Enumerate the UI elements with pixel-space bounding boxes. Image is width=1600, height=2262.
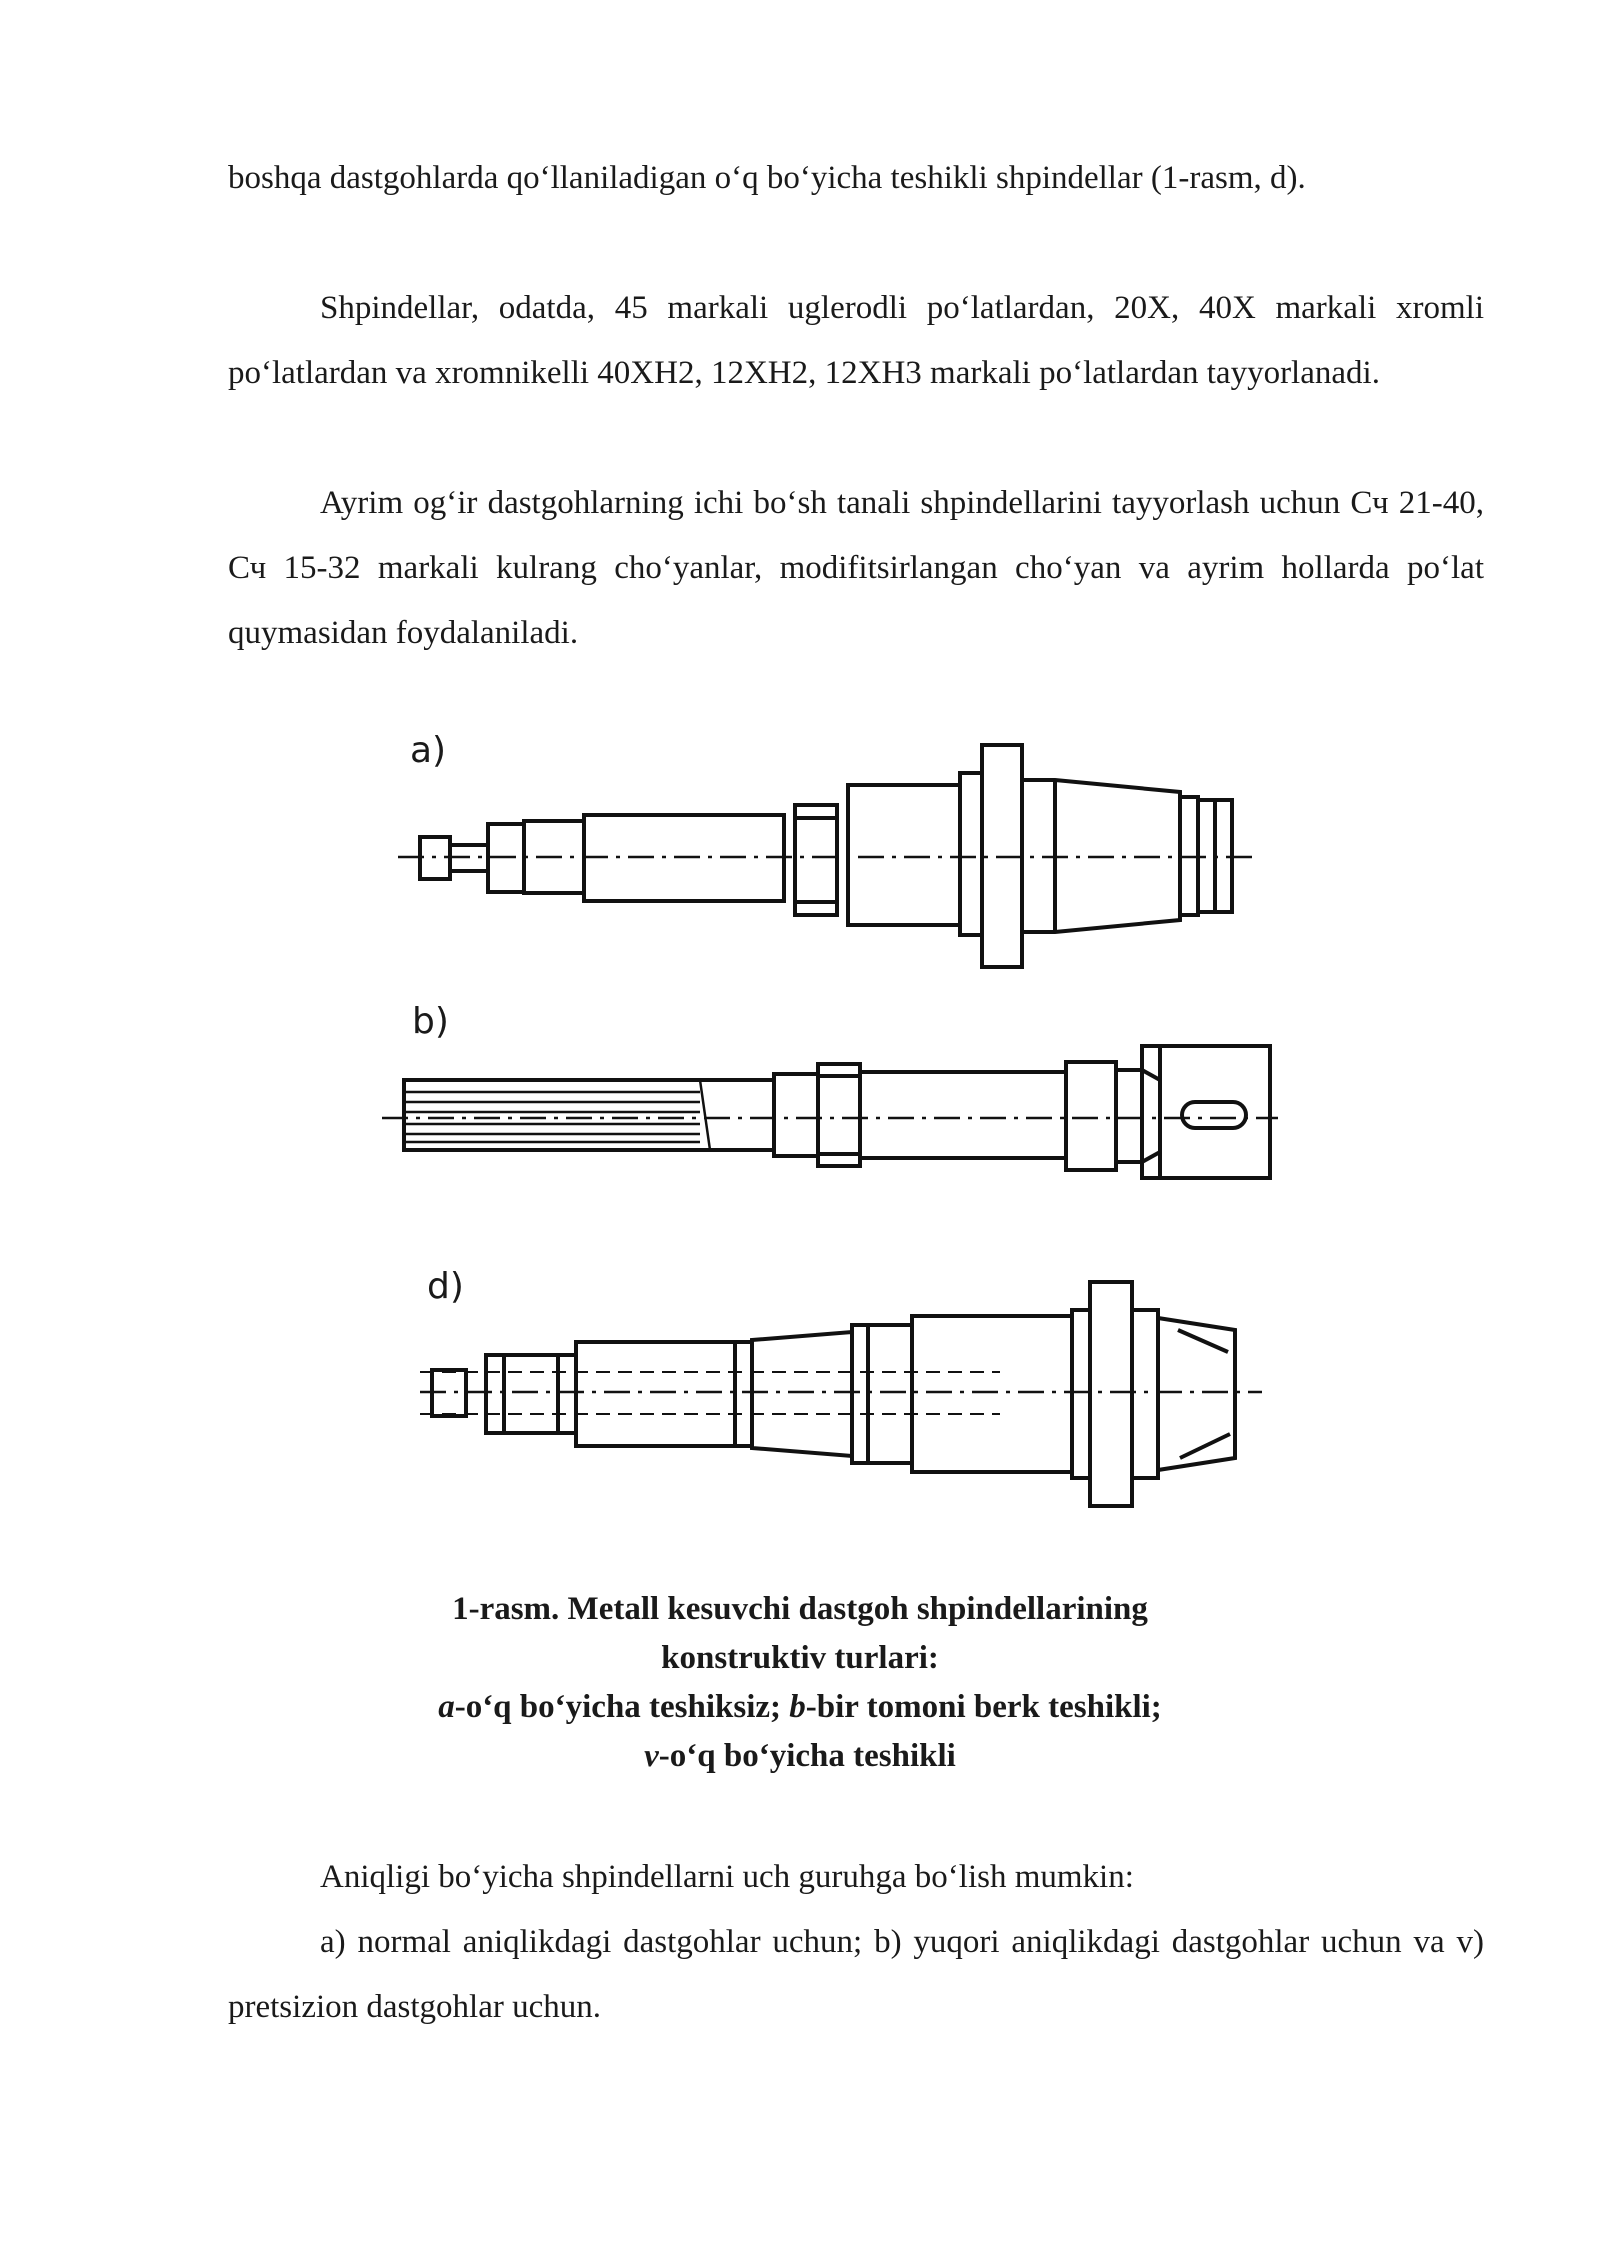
caption-letter-v: v: [644, 1738, 659, 1774]
paragraph-5: a) normal aniqlikdagi dastgohlar uchun; b) yuqori aniqlikdagi dastgohlar uchun va v) pretsizion dastgohlar uchun.: [228, 1924, 1484, 2025]
spindle-b-drawing: [382, 1001, 1278, 1178]
caption-line-2: konstruktiv turlari:: [661, 1640, 939, 1676]
spindle-d-drawing: [420, 1266, 1262, 1506]
caption-line-4: [300, 1732, 1300, 1781]
caption-v-text: -o‘q bo‘yicha teshikli: [658, 1738, 956, 1774]
paragraph-4: Aniqligi bo‘yicha shpindellarni uch guruhga bo‘lish mumkin:: [320, 1859, 1134, 1895]
spindle-figure: [380, 715, 1300, 1545]
spindle-a-drawing: [398, 730, 1260, 967]
caption-b-text: -bir tomoni berk teshikli;: [805, 1689, 1162, 1725]
paragraph-1: boshqa dastgohlarda qo‘llaniladigan o‘q bo‘yicha teshikli shpindellar (1-rasm, d).: [228, 160, 1306, 196]
paragraph-2: Shpindellar, odatda, 45 markali uglerodli po‘latlardan, 20X, 40X markali xromli po‘latlardan va xromnikelli 40XH2, 12XH2, 12XH3 markali po‘latlardan tayyorlanadi.: [228, 290, 1484, 391]
label-d: d): [427, 1266, 464, 1307]
label-a: a): [410, 730, 447, 771]
paragraph-3: Ayrim og‘ir dastgohlarning ichi bo‘sh tanali shpindellarini tayyorlash uchun Сч 21-40, Сч 15-32 markali kulrang cho‘yanlar, modifitsirlangan cho‘yan va ayrim hollarda po‘lat quymasidan foydalaniladi.: [228, 485, 1484, 651]
label-b: b): [412, 1001, 449, 1042]
caption-line-3: [300, 1683, 1300, 1732]
caption-line-1: 1-rasm. Metall kesuvchi dastgoh shpindellarining: [452, 1591, 1148, 1627]
figure-caption: [300, 1585, 1300, 1781]
caption-letter-a: a: [438, 1689, 455, 1725]
caption-a-text: -o‘q bo‘yicha teshiksiz;: [454, 1689, 790, 1725]
caption-letter-b: b: [789, 1689, 806, 1725]
